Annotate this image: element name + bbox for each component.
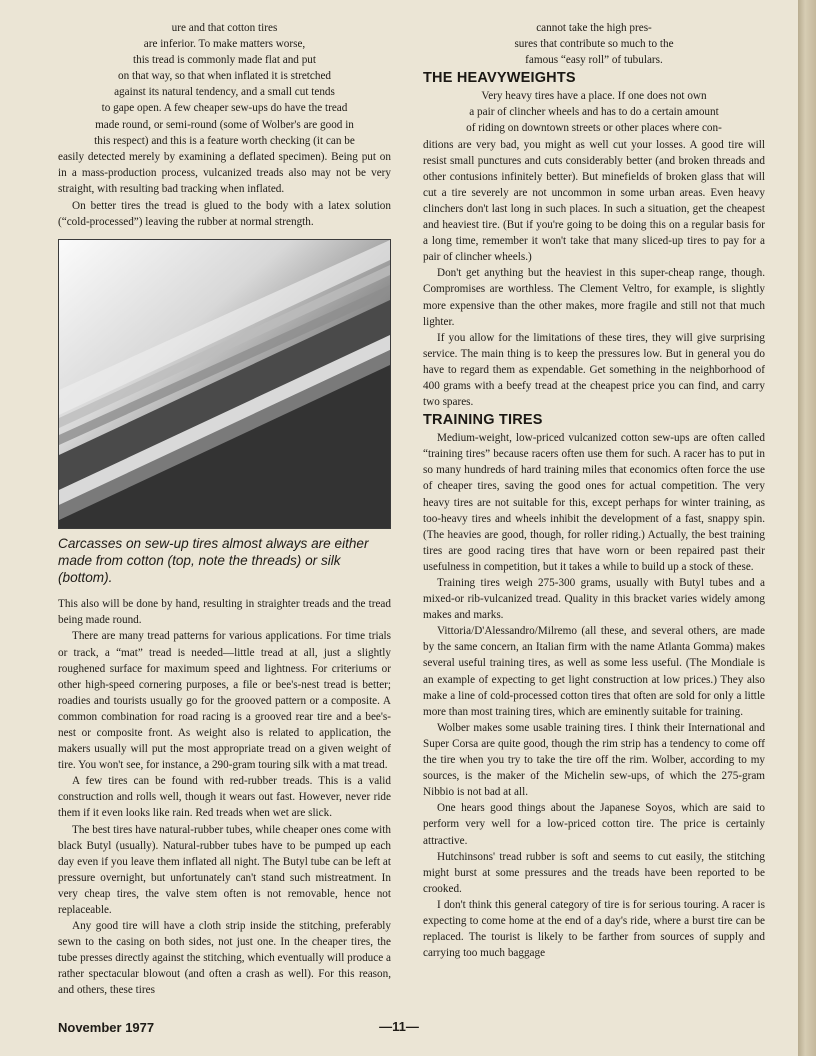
paragraph: On better tires the tread is glued to the body with a latex solution (“cold-processed”) leaving the rubber at normal strength. [58, 200, 391, 229]
paragraph: Any good tire will have a cloth strip inside the stitching, preferably sewn to the casing on both sides, not just one. In the cheaper tires, the tube presses directly against the stitching, which eventually will produce a rather spectacular blowout (and often a crash as well). For this reason, and others, these tires [58, 920, 391, 997]
text-line: are inferior. To make matters worse, [143, 38, 306, 51]
text-line: of riding on downtown streets or other places where con- [466, 122, 722, 135]
paragraph: Hutchinsons' tread rubber is soft and seems to cut easily, the stitching might burst at some pressures and the treads have been reported to be crooked. [423, 850, 765, 895]
paragraph: One hears good things about the Japanese Soyos, which are said to perform very well for a low-priced cotton tire. The price is certainly attractive. [423, 802, 765, 847]
paragraph: A few tires can be found with red-rubber treads. This is a valid construction and rolls well, though it wears out fast. However, never ride them if it even looks like rain. Red treads when wet are slick. [58, 775, 391, 820]
paragraph: There are many tread patterns for various applications. For time trials or track, a “mat” tread is needed—little tread at all, just a slightly roughened surface for maximum speed and lightness. For criteriums or other high-speed cornering purposes, a file or bee's-nest tread is better; roadies and tourists usually go for the grooved pattern or a composite. A common combination for road racing is a grooved rear tire and a bee's-nest or composite front. As weight also is related to application, the makers usually will put the most appropriate tread on a given weight of tire. You won't see, for instance, a 290-gram touring silk with a mat tread. [58, 630, 391, 772]
text-line: a pair of clincher wheels and has to do a certain amount [469, 106, 719, 119]
paragraph: Training tires weigh 275-300 grams, usually with Butyl tubes and a mixed-or rib-vulcanized tread. Quality in this bracket varies widely among makes and marks. [423, 577, 765, 622]
photo-caption: Carcasses on sew-up tires almost always are either made from cotton (top, note the threads) or silk (bottom). [58, 536, 369, 586]
tire-carcass-photo [58, 239, 391, 529]
text-line: on that way, so that when inflated it is stretched [117, 70, 332, 83]
text-line: against its natural tendency, and a small cut tends [114, 86, 335, 99]
text-line: this tread is commonly made flat and put [133, 54, 316, 67]
paragraph: Vittoria/D'Alessandro/Milremo (all these, and several others, are made by the same concern, an Italian firm with the name Atlanta Gomma) makes several useful training tires, as well as some less useful. (The Mondiale is an example of expecting to get light construction at low prices.) They also make a line of cold-processed cotton tires that often are sold for only a little more than most training tires, which are eminently suitable for training. [423, 625, 765, 718]
paragraph: This also will be done by hand, resulting in straighter treads and the tread being made round. [58, 598, 391, 627]
text-line: to gape open. A few cheaper sew-ups do have the tread [101, 102, 348, 115]
binding-edge [798, 0, 816, 1056]
paragraph: The best tires have natural-rubber tubes, while cheaper ones come with black Butyl (usually). Natural-rubber tubes have to be pumped up each day even if you leave them inflated all night. The Butyl tube can be left at pressure overnight, but unfortunately can't stand such mistreatment. In very cheap tires, the valve stem often is not removable, hence not replaceable. [58, 823, 391, 916]
tire-carcass-image [59, 240, 390, 528]
page-number: —11— [379, 1019, 419, 1034]
left-column [58, 20, 391, 999]
text-line: Very heavy tires have a place. If one does not own [481, 90, 707, 103]
right-column [423, 20, 765, 961]
text-line: famous “easy roll” of tubulars. [525, 54, 663, 67]
text-line: ure and that cotton tires [171, 22, 278, 34]
text-line: made round, or semi-round (some of Wolber's are good in [95, 118, 354, 131]
section-heading-training-tires: TRAINING TIRES [423, 412, 543, 429]
paragraph: If you allow for the limitations of these tires, they will give surprising service. The main thing is to keep the pressures low. But in general you do have to regard them as expendable. Get something in the neighborhood of 400 grams with a beefy tread at the cheapest price you can find, and carry two spares. [423, 331, 765, 409]
issue-date: November 1977 [58, 1020, 155, 1035]
paragraph: ditions are very bad, you might as well cut your losses. A good tire will resist small punctures and cuts considerably better (and broken threads and other contusions infinitely better). But minefields of broken glass that will cut a tire severely are not uncommon in some urban areas. Even heavy clinchers don't last long in such places. In such a situation, get the cheapest and heaviest tire. (But if you're going to be doing this on a regular basis for a long time, remember it won't take that many sliced-up tires to pay for a pair of clincher wheels.) [423, 138, 765, 264]
section-heading-heavyweights: THE HEAVYWEIGHTS [423, 70, 576, 87]
paragraph: Wolber makes some usable training tires. I think their International and Super Corsa are quite good, though the rim strip has a tendency to come off the tire when you try to take the tire off the rim. Wolber, according to my sources, is the maker of the Michelin sew-ups, of which the 275-gram Nibbio is not bad at all. [423, 721, 765, 799]
paragraph: Medium-weight, low-priced vulcanized cotton sew-ups are often called “training tires” because racers often use them for such. A racer has to put in so many hundreds of hard training miles that economics often force the use of cheaper tires, saving the good ones for actual competition. The very heavy tires are not suitable for this, except perhaps for winter training, as too-heavy tires and wheels inhibit the development of a fast, snappy spin. (The heavies are good, though, for roller riding.) Actually, the best training tires are good racing tires that have worn or been repaired past their usefulness in competition, but it takes a while to build up a stock of these. [423, 432, 765, 573]
text-line: sures that contribute so much to the [514, 38, 674, 51]
paragraph: Don't get anything but the heaviest in this super-cheap range, though. Compromises are worthless. The Clement Veltro, for example, is slightly more expensive than the other makes, more fragile and still not that much lighter. [423, 267, 765, 328]
paragraph: I don't think this general category of tire is for serious touring. A racer is expecting to come home at the end of a day's ride, where a burst tire can be replaced. The tourist is likely to be farther from sources of supply and carrying too much baggage [423, 898, 765, 960]
paragraph: easily detected merely by examining a deflated specimen). Being put on in a mass-production process, vulcanized treads also may not be very straight, with resulting bad tracking when inflated. [58, 150, 391, 195]
text-line: this respect) and this is a feature worth checking (it can be [94, 134, 355, 147]
text-line: cannot take the high pres- [536, 22, 652, 34]
